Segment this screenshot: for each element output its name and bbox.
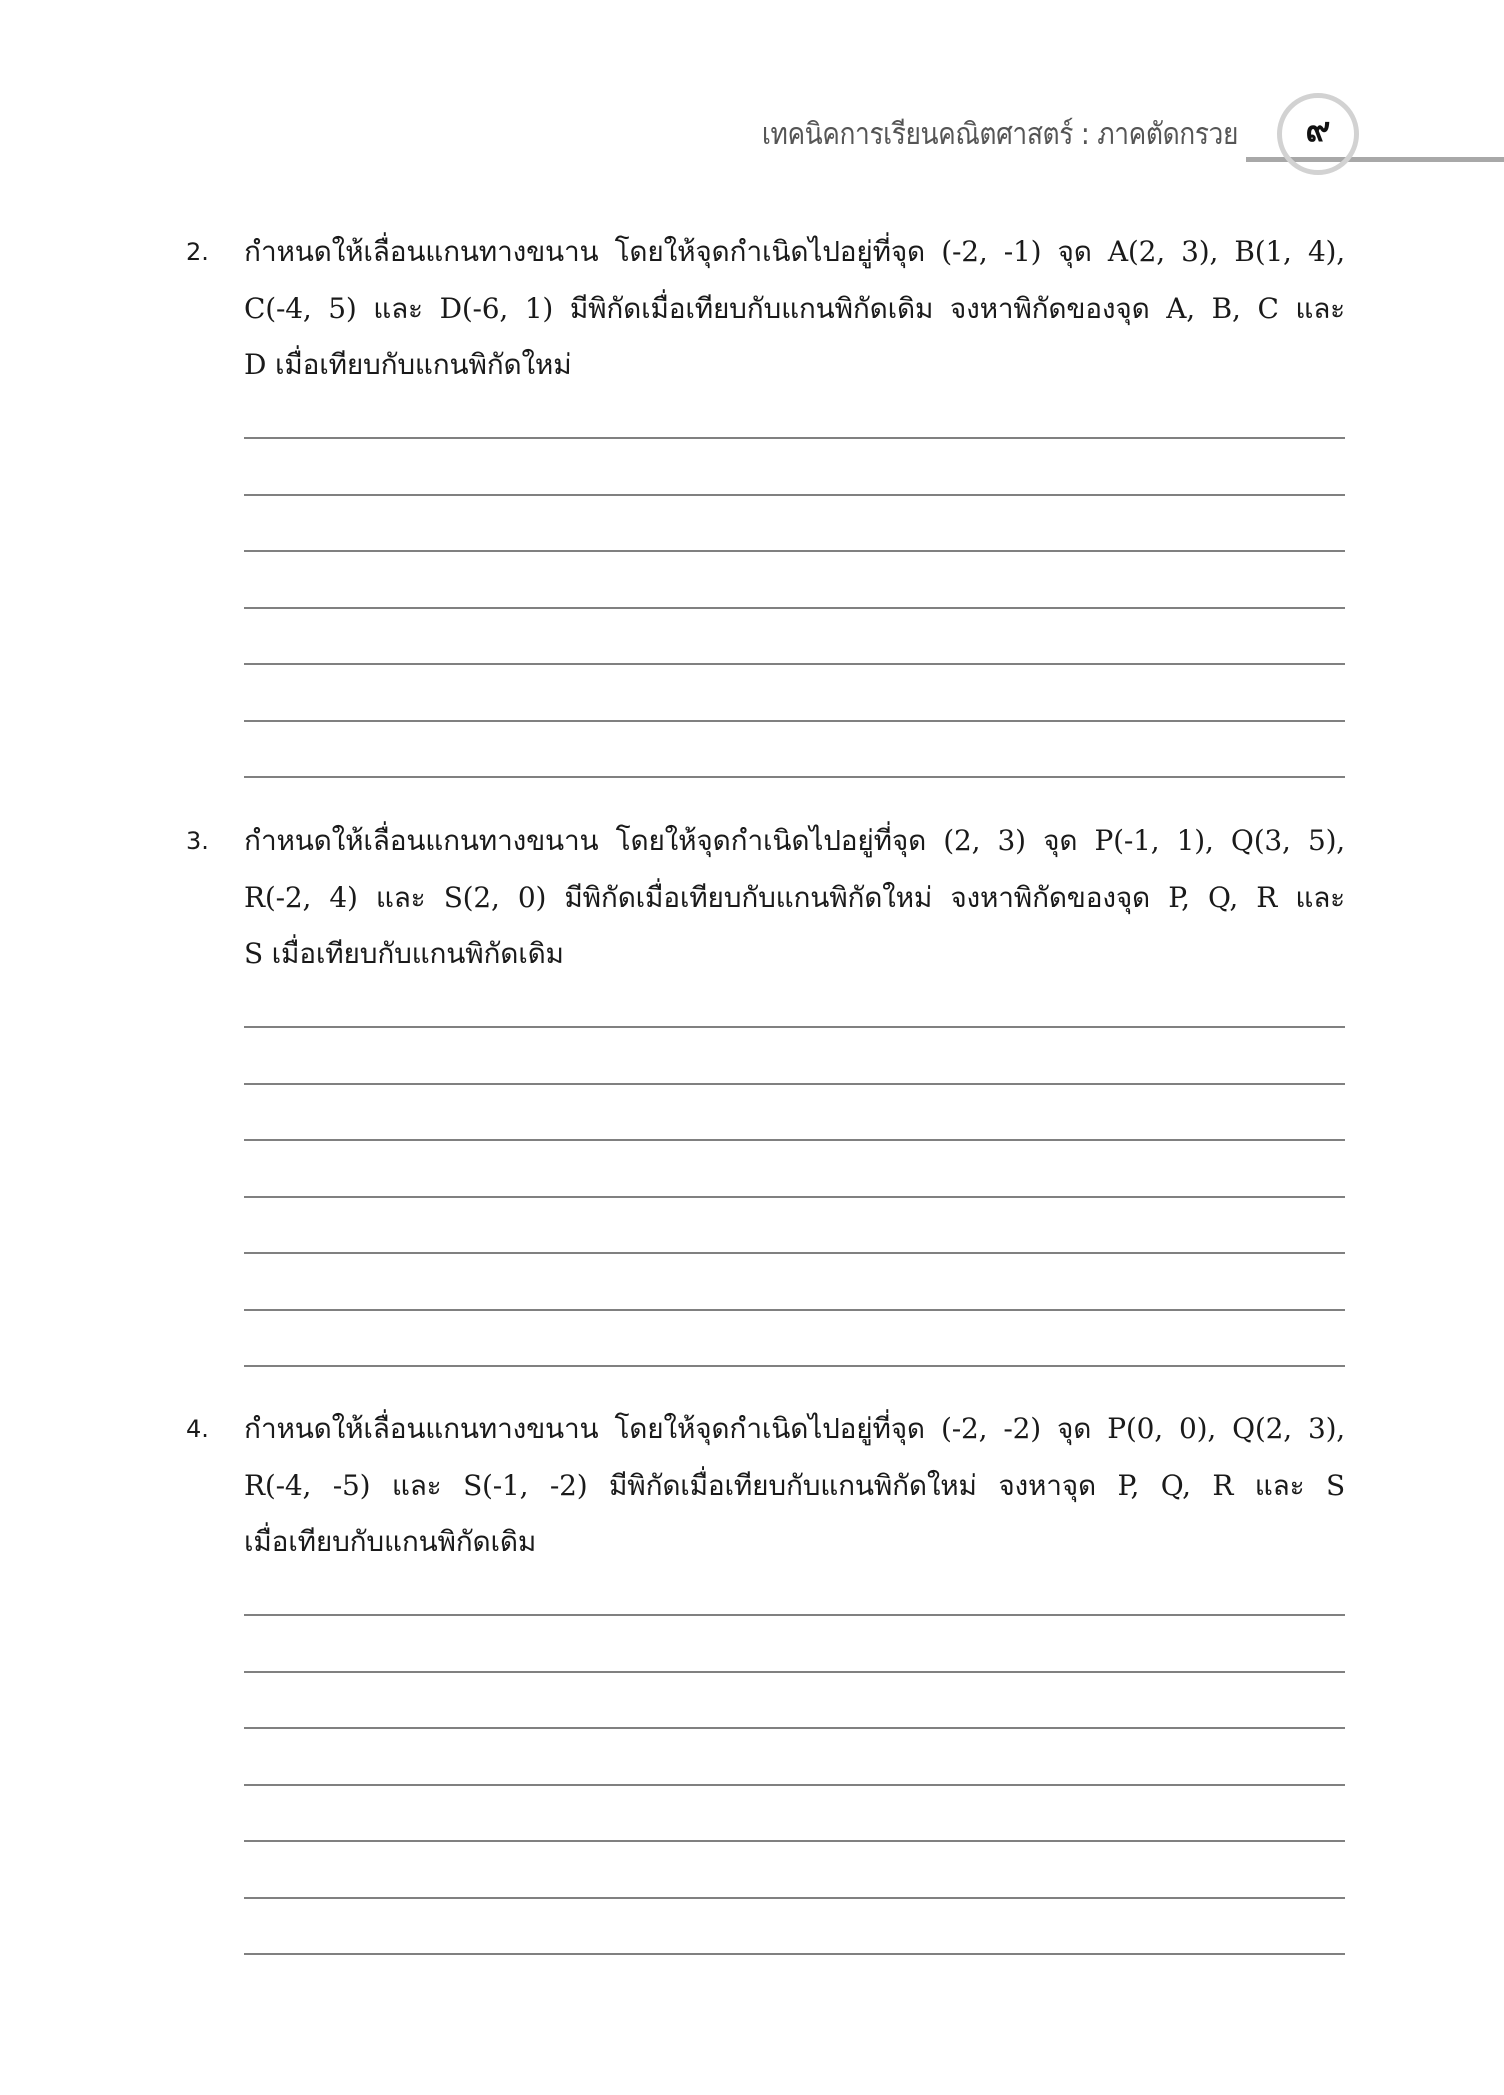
answer-line[interactable] [244,663,1345,665]
running-header-title: เทคนิคการเรียนคณิตศาสตร์ : ภาคตัดกรวย [761,117,1238,152]
answer-area[interactable] [244,1026,1345,1422]
answer-line[interactable] [244,550,1345,552]
problem-statement [244,224,1345,394]
answer-line[interactable] [244,1196,1345,1198]
answer-line[interactable] [244,1365,1345,1367]
problem-text-line: กำหนดให้เลื่อนแกนทางขนาน โดยให้จุดกำเนิดไปอยู่ที่จุด (2, 3) จุด P(-1, 1), Q(3, 5), [244,824,1345,857]
answer-line[interactable] [244,1840,1345,1842]
answer-line[interactable] [244,1614,1345,1616]
problem-statement [244,1401,1345,1571]
problem-number: 2. [186,238,209,266]
answer-line[interactable] [244,607,1345,609]
answer-line[interactable] [244,1784,1345,1786]
answer-line[interactable] [244,1953,1345,1955]
problem-statement [244,813,1345,983]
answer-line[interactable] [244,1897,1345,1899]
problem-text-line: เมื่อเทียบกับแกนพิกัดเดิม [244,1525,537,1558]
answer-line[interactable] [244,1309,1345,1311]
answer-line[interactable] [244,1139,1345,1141]
problem-number: 4. [186,1415,209,1443]
page-number: ๙ [1305,110,1331,150]
problem-number: 3. [186,827,209,855]
problem-text-line: กำหนดให้เลื่อนแกนทางขนาน โดยให้จุดกำเนิดไปอยู่ที่จุด (-2, -1) จุด A(2, 3), B(1, 4), [244,235,1345,268]
answer-line[interactable] [244,1026,1345,1028]
problem-text-line: R(-2, 4) และ S(2, 0) มีพิกัดเมื่อเทียบกับแกนพิกัดใหม่ จงหาพิกัดของจุด P, Q, R และ [244,880,1345,914]
answer-line[interactable] [244,720,1345,722]
answer-area[interactable] [244,437,1345,833]
answer-line[interactable] [244,1252,1345,1254]
answer-line[interactable] [244,1083,1345,1085]
problem-text-line: S เมื่อเทียบกับแกนพิกัดเดิม [244,937,564,970]
answer-area[interactable] [244,1614,1345,2010]
problem-text-line: R(-4, -5) และ S(-1, -2) มีพิกัดเมื่อเทียบกับแกนพิกัดใหม่ จงหาจุด P, Q, R และ S [244,1468,1345,1502]
problem-text-line: D เมื่อเทียบกับแกนพิกัดใหม่ [244,348,572,381]
answer-line[interactable] [244,1671,1345,1673]
answer-line[interactable] [244,437,1345,439]
answer-line[interactable] [244,776,1345,778]
answer-line[interactable] [244,494,1345,496]
problem-text-line: กำหนดให้เลื่อนแกนทางขนาน โดยให้จุดกำเนิดไปอยู่ที่จุด (-2, -2) จุด P(0, 0), Q(2, 3), [244,1412,1345,1445]
problem-text-line: C(-4, 5) และ D(-6, 1) มีพิกัดเมื่อเทียบกับแกนพิกัดเดิม จงหาพิกัดของจุด A, B, C และ [244,291,1345,325]
answer-line[interactable] [244,1727,1345,1729]
